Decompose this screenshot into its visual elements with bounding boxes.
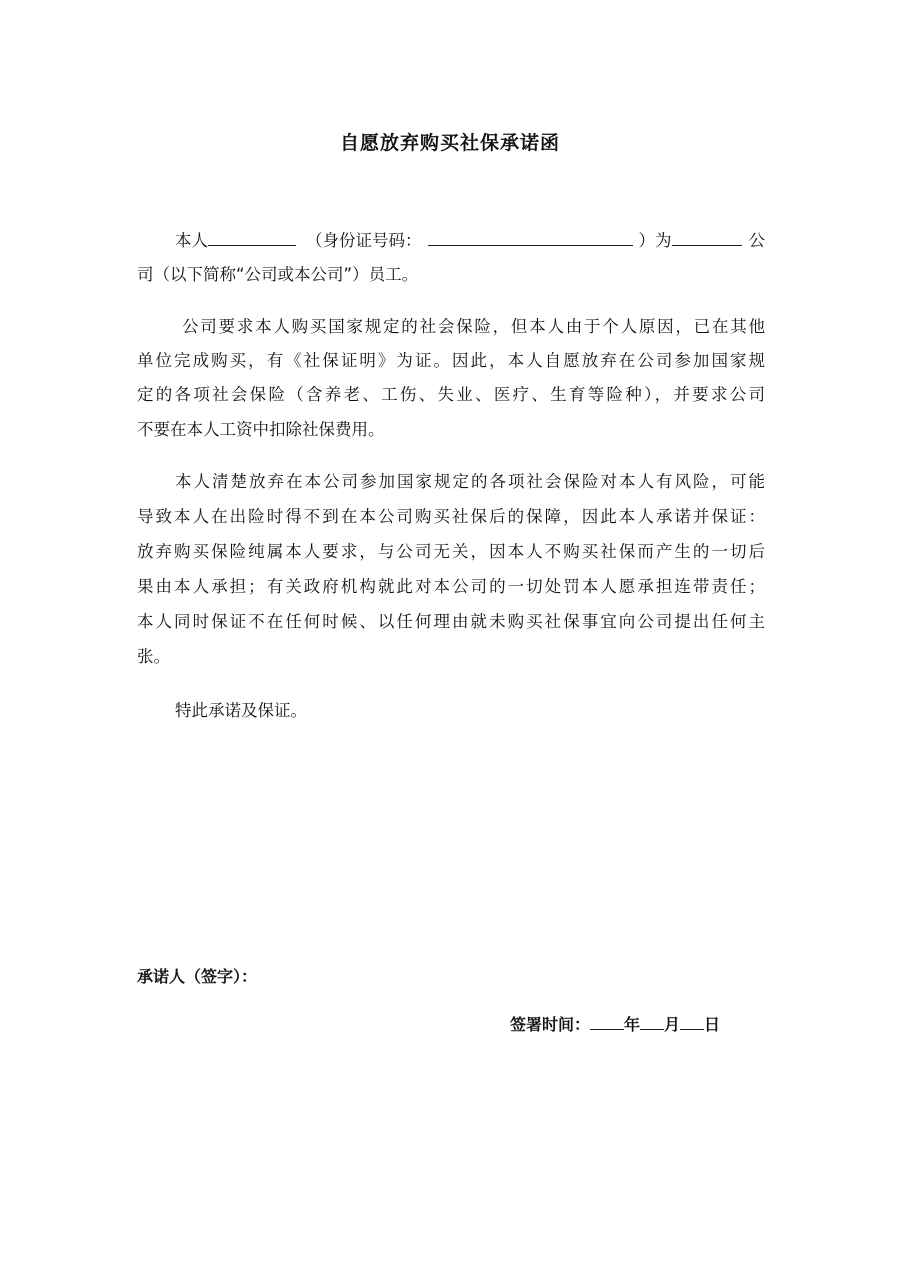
day-label: 日 xyxy=(704,1015,721,1034)
identity-line-2: 司（以下简称“公司或本公司”）员工。 xyxy=(137,265,419,284)
paragraph-line: 导致本人在出险时得不到在本公司购买社保后的保障，因此本人承诺并保证： xyxy=(137,507,765,526)
signing-date xyxy=(510,1012,720,1035)
company-blank[interactable] xyxy=(672,229,742,246)
paragraph-line: 单位完成购买，有《社保证明》为证。因此，本人自愿放弃在公司参加国家规 xyxy=(137,351,765,370)
name-blank[interactable] xyxy=(208,229,296,246)
year-label: 年 xyxy=(624,1015,641,1034)
document-title: 自愿放弃购买社保承诺函 xyxy=(339,132,560,154)
identity-line xyxy=(175,229,765,253)
paragraph-line: 定的各项社会保险（含养老、工伤、失业、医疗、生育等险种），并要求公司 xyxy=(137,385,765,404)
paragraph-line: 本人同时保证不在任何时候、以任何理由就未购买社保事宜向公司提出任何主 xyxy=(137,612,765,631)
text: 本人 xyxy=(175,231,208,250)
paragraph-line: 果由本人承担；有关政府机构就此对本公司的一切处罚本人愿承担连带责任； xyxy=(137,577,765,596)
paragraph-line: 放弃购买保险纯属本人要求，与公司无关，因本人不购买社保而产生的一切后 xyxy=(137,542,765,561)
paragraph-line: 公司要求本人购买国家规定的社会保险，但本人由于个人原因，已在其他 xyxy=(182,317,765,336)
month-blank[interactable] xyxy=(640,1013,664,1030)
year-blank[interactable] xyxy=(590,1013,624,1030)
month-label: 月 xyxy=(664,1015,681,1034)
paragraph-line: 不要在本人工资中扣除社保费用。 xyxy=(137,420,385,439)
text: （身份证号码： xyxy=(306,231,422,250)
closing-statement: 特此承诺及保证。 xyxy=(175,701,307,720)
paragraph-line: 本人清楚放弃在本公司参加国家规定的各项社会保险对本人有风险，可能 xyxy=(175,472,765,491)
day-blank[interactable] xyxy=(680,1013,704,1030)
id-number-blank[interactable] xyxy=(428,229,633,246)
text: ）为 xyxy=(638,231,672,250)
signer-label: 承诺人（签字）： xyxy=(137,967,258,986)
paragraph-line: 张。 xyxy=(137,647,170,666)
date-label: 签署时间： xyxy=(510,1015,591,1034)
text: 公 xyxy=(748,231,765,250)
